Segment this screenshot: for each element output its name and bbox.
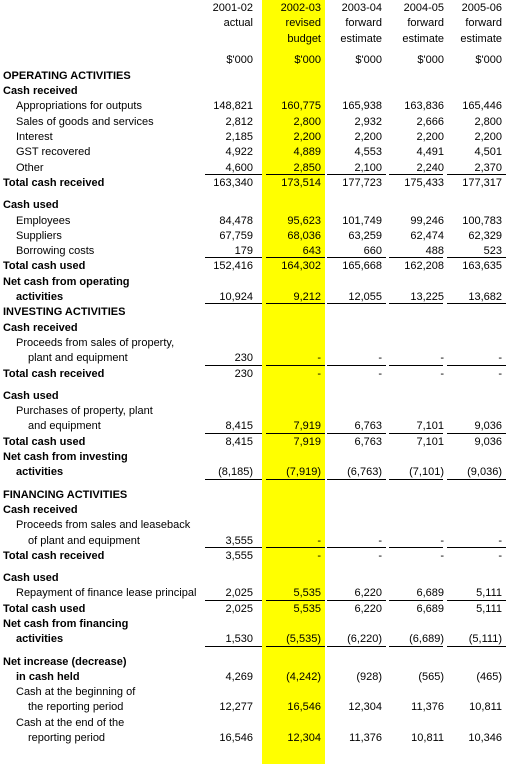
cell-value: (565) [418, 670, 444, 683]
row-label: FINANCING ACTIVITIES [3, 488, 128, 501]
cell-value: 2,666 [416, 115, 444, 128]
cell-value: 6,220 [354, 602, 382, 615]
rule-line [266, 257, 325, 258]
col-type-estimate: estimate [402, 32, 444, 45]
cell-value: 2,200 [416, 131, 444, 144]
row-label: of plant and equipment [28, 534, 140, 547]
row-label: activities [16, 291, 64, 304]
rule-line [205, 257, 262, 258]
cell-value: 63,259 [348, 229, 382, 242]
table-row [0, 243, 509, 258]
rule-line [266, 174, 325, 175]
row-label: the reporting period [28, 701, 124, 714]
cell-value: 10,811 [411, 732, 444, 745]
cell-value: 2,812 [225, 115, 253, 128]
cell-value: 165,668 [342, 260, 382, 273]
cell-value: 12,055 [348, 291, 382, 304]
rule-line [389, 600, 443, 601]
row-label: Total cash received [3, 176, 105, 189]
table-row [0, 98, 509, 113]
rule-line [389, 433, 443, 434]
col-unit: $'000 [355, 53, 382, 66]
table-row [0, 699, 509, 714]
rule-line [266, 547, 325, 548]
col-year-2005-06: 2005-06 [461, 2, 502, 14]
cell-value: 10,924 [219, 291, 253, 304]
cell-value: 175,433 [404, 176, 444, 189]
cell-value: - [378, 534, 382, 547]
row-label: Suppliers [16, 229, 62, 242]
cell-value: 148,821 [213, 100, 253, 113]
cell-value: (928) [356, 670, 382, 683]
table-row [0, 403, 509, 418]
cell-value: - [440, 352, 444, 365]
cell-value: - [498, 549, 502, 562]
header-row-units [0, 46, 509, 68]
cell-value: 5,535 [293, 587, 321, 600]
cell-value: 4,889 [293, 146, 321, 159]
cell-value: 7,919 [293, 435, 321, 448]
col-year-2002-03: 2002-03 [280, 2, 321, 14]
row-label: Appropriations for outputs [16, 100, 142, 113]
cell-value: 11,376 [349, 732, 382, 745]
cell-value: 6,763 [354, 435, 382, 448]
cell-value: 99,246 [410, 214, 444, 227]
cell-value: 488 [425, 245, 444, 258]
rule-line [205, 174, 262, 175]
cell-value: 4,600 [225, 161, 253, 174]
cell-value: 6,689 [416, 602, 444, 615]
row-label: Sales of goods and services [16, 115, 154, 128]
header-row-years [0, 0, 509, 15]
section-heading-row [0, 304, 509, 319]
net-cash-row [0, 669, 509, 684]
cell-value: 6,220 [354, 587, 382, 600]
cell-value: 5,535 [293, 602, 321, 615]
cell-value: 1,530 [225, 633, 253, 646]
cell-value: 2,100 [354, 161, 382, 174]
col-year-2004-05: 2004-05 [403, 2, 444, 14]
subheading-row [0, 320, 509, 335]
row-label: Cash used [3, 199, 59, 212]
cell-value: 16,546 [219, 732, 253, 745]
rule-line [205, 547, 262, 548]
cell-value: (5,535) [286, 633, 321, 646]
cell-value: (8,185) [218, 466, 253, 479]
col-year-2003-04: 2003-04 [341, 2, 382, 14]
rule-line [447, 600, 506, 601]
rule-line [327, 365, 386, 366]
row-label: Cash received [3, 85, 78, 98]
cell-value: 163,836 [404, 100, 444, 113]
subheading-row [0, 654, 509, 669]
cell-value: 7,101 [416, 420, 444, 433]
cell-value: 2,025 [225, 587, 253, 600]
table-row [0, 730, 509, 745]
row-label: Cash at the end of the [16, 716, 125, 729]
col-type-estimate: estimate [340, 32, 382, 45]
row-label: Total cash used [3, 435, 86, 448]
col-type-forward: forward [465, 17, 502, 30]
subheading-row [0, 449, 509, 464]
row-label: plant and equipment [28, 352, 128, 365]
subheading-row [0, 570, 509, 585]
cell-value: - [498, 352, 502, 365]
table-row [0, 585, 509, 600]
cell-value: 11,376 [411, 701, 444, 714]
cell-value: 12,304 [348, 701, 382, 714]
cell-value: 13,682 [468, 291, 502, 304]
cell-value: 9,036 [474, 435, 502, 448]
spacer-row [0, 647, 509, 654]
rule-line [266, 365, 325, 366]
cell-value: 4,553 [354, 146, 382, 159]
cell-value: 5,111 [476, 602, 502, 615]
subheading-row [0, 388, 509, 403]
cell-value: 2,370 [474, 161, 502, 174]
rule-line [389, 174, 443, 175]
col-year-2001-02: 2001-02 [212, 2, 253, 14]
subheading-row [0, 197, 509, 212]
total-row [0, 434, 509, 449]
rule-line [205, 365, 262, 366]
row-label: activities [16, 466, 64, 479]
cell-value: 101,749 [342, 214, 382, 227]
total-row [0, 366, 509, 381]
cell-value: 643 [302, 245, 321, 258]
col-unit: $'000 [417, 53, 444, 66]
spacer-row [0, 190, 509, 197]
cell-value: 2,025 [225, 602, 253, 615]
total-row [0, 548, 509, 563]
cell-value: 8,415 [225, 435, 253, 448]
rule-line [327, 433, 386, 434]
header-row-type [0, 15, 509, 30]
cell-value: 3,555 [225, 549, 253, 562]
row-label: Cash used [3, 572, 59, 585]
total-row [0, 258, 509, 273]
table-row [0, 144, 509, 159]
table-row [0, 129, 509, 144]
cell-value: 163,635 [462, 260, 502, 273]
col-unit: $'000 [226, 53, 253, 66]
cell-value: 162,208 [404, 260, 444, 273]
table-row [0, 517, 509, 532]
cell-value: 179 [234, 245, 253, 258]
cell-value: (6,763) [347, 466, 382, 479]
row-label: Employees [16, 214, 71, 227]
cell-value: 152,416 [213, 260, 253, 273]
rule-line [266, 433, 325, 434]
row-label: Total cash received [3, 549, 105, 562]
table-row [0, 213, 509, 228]
cell-value: 4,501 [474, 146, 502, 159]
cell-value: - [440, 534, 444, 547]
row-label: Net cash from operating [3, 275, 130, 288]
col-type-revised: revised [285, 17, 321, 30]
cell-value: - [440, 367, 444, 380]
rule-line [389, 257, 443, 258]
cell-value: 13,225 [410, 291, 444, 304]
cell-value: 2,800 [474, 115, 502, 128]
row-label: reporting period [28, 732, 106, 745]
section-heading-row [0, 68, 509, 83]
cell-value: - [440, 549, 444, 562]
cell-value: 165,446 [462, 100, 502, 113]
cell-value: - [317, 534, 321, 547]
rule-line [327, 257, 386, 258]
cell-value: 12,277 [219, 701, 253, 714]
cell-value: 2,932 [354, 115, 382, 128]
cell-value: 2,200 [474, 131, 502, 144]
cell-value: 8,415 [225, 420, 253, 433]
cell-value: 173,514 [281, 176, 321, 189]
cell-value: 4,269 [225, 670, 253, 683]
cell-value: 2,850 [293, 161, 321, 174]
row-label: Repayment of finance lease principal [16, 587, 197, 600]
cell-value: (9,036) [467, 466, 502, 479]
table-row [0, 684, 509, 699]
row-label: INVESTING ACTIVITIES [3, 306, 126, 319]
cell-value: 660 [363, 245, 382, 258]
cell-value: 62,474 [410, 229, 444, 242]
cell-value: 3,555 [225, 534, 253, 547]
cell-value: 2,200 [293, 131, 321, 144]
table-row [0, 715, 509, 730]
row-label: Cash used [3, 389, 59, 402]
header-row-type2 [0, 31, 509, 46]
cell-value: 16,546 [287, 701, 321, 714]
cell-value: - [317, 352, 321, 365]
rule-line [327, 600, 386, 601]
cell-value: 4,491 [416, 146, 444, 159]
cell-value: 160,775 [281, 100, 321, 113]
col-type-budget: budget [287, 32, 321, 45]
row-label: GST recovered [16, 146, 91, 159]
cell-value: 164,302 [281, 260, 321, 273]
cell-value: 9,212 [293, 291, 321, 304]
row-label: Total cash used [3, 602, 86, 615]
row-label: Cash received [3, 503, 78, 516]
cell-value: - [378, 367, 382, 380]
net-cash-row [0, 631, 509, 646]
col-unit: $'000 [475, 53, 502, 66]
cell-value: 2,200 [354, 131, 382, 144]
col-type-actual: actual [223, 17, 253, 30]
total-row [0, 175, 509, 190]
cell-value: 230 [234, 352, 253, 365]
cell-value: 230 [234, 367, 253, 380]
row-label: Purchases of property, plant [16, 405, 153, 418]
row-label: activities [16, 633, 64, 646]
row-label: Other [16, 161, 44, 174]
row-label: in cash held [16, 670, 80, 683]
col-unit: $'000 [294, 53, 321, 66]
table-row [0, 350, 509, 365]
col-type-forward: forward [407, 17, 444, 30]
row-label: Cash received [3, 321, 78, 334]
table-row [0, 114, 509, 129]
cell-value: 6,763 [354, 420, 382, 433]
cell-value: 7,101 [416, 435, 444, 448]
cell-value: - [498, 534, 502, 547]
cell-value: 6,689 [416, 587, 444, 600]
cell-value: (465) [476, 670, 502, 683]
row-label: Net cash from financing [3, 617, 129, 630]
row-label: OPERATING ACTIVITIES [3, 69, 131, 82]
cell-value: 523 [483, 245, 502, 258]
table-row [0, 418, 509, 433]
cell-value: 62,329 [468, 229, 502, 242]
subheading-row [0, 274, 509, 289]
row-label: Cash at the beginning of [16, 686, 136, 699]
row-label: Net increase (decrease) [3, 655, 127, 668]
total-row [0, 601, 509, 616]
cell-value: 165,938 [342, 100, 382, 113]
table-body [0, 68, 509, 745]
rule-line [205, 600, 262, 601]
cell-value: (4,242) [286, 670, 321, 683]
cell-value: - [317, 549, 321, 562]
row-label: Borrowing costs [16, 245, 95, 258]
row-label: Total cash received [3, 367, 105, 380]
cell-value: (7,101) [409, 466, 444, 479]
subheading-row [0, 83, 509, 98]
rule-line [389, 547, 443, 548]
cell-value: - [378, 352, 382, 365]
cell-value: - [317, 367, 321, 380]
cell-value: 2,185 [225, 131, 253, 144]
cell-value: 68,036 [287, 229, 321, 242]
cell-value: - [378, 549, 382, 562]
subheading-row [0, 616, 509, 631]
cell-value: 9,036 [474, 420, 502, 433]
col-type-forward: forward [345, 17, 382, 30]
cell-value: 177,317 [462, 176, 502, 189]
rule-line [205, 433, 262, 434]
table-row [0, 533, 509, 548]
net-cash-row [0, 289, 509, 304]
table-row [0, 335, 509, 350]
table-row [0, 228, 509, 243]
row-label: Proceeds from sales of property, [16, 336, 175, 349]
cell-value: 2,240 [416, 161, 444, 174]
cell-value: 10,811 [469, 701, 502, 714]
cell-value: - [498, 367, 502, 380]
section-heading-row [0, 487, 509, 502]
cell-value: 177,723 [342, 176, 382, 189]
row-label: Net cash from investing [3, 451, 128, 464]
cell-value: 4,922 [225, 146, 253, 159]
rule-line [447, 433, 506, 434]
rule-line [447, 174, 506, 175]
cell-value: (6,220) [347, 633, 382, 646]
cell-value: 67,759 [219, 229, 253, 242]
table-row [0, 160, 509, 175]
spacer-row [0, 563, 509, 570]
spacer-row [0, 381, 509, 388]
cell-value: 10,346 [468, 732, 502, 745]
cell-value: 5,111 [476, 587, 502, 600]
spacer-row [0, 480, 509, 487]
row-label: Proceeds from sales and leaseback [16, 519, 191, 532]
row-label: and equipment [28, 420, 101, 433]
rule-line [327, 547, 386, 548]
rule-line [447, 547, 506, 548]
row-label: Total cash used [3, 260, 86, 273]
rule-line [447, 365, 506, 366]
cell-value: 7,919 [293, 420, 321, 433]
rule-line [266, 600, 325, 601]
net-cash-row [0, 464, 509, 479]
cell-value: (7,919) [286, 466, 321, 479]
rule-line [389, 365, 443, 366]
row-label: Interest [16, 131, 53, 144]
cell-value: (5,111) [468, 633, 502, 646]
rule-line [447, 257, 506, 258]
cell-value: 2,800 [293, 115, 321, 128]
subheading-row [0, 502, 509, 517]
cell-value: 163,340 [213, 176, 253, 189]
rule-line [327, 174, 386, 175]
col-type-estimate: estimate [460, 32, 502, 45]
cell-value: 100,783 [462, 214, 502, 227]
cell-value: 84,478 [219, 214, 253, 227]
cell-value: 12,304 [287, 732, 321, 745]
cell-value: (6,689) [409, 633, 444, 646]
cell-value: 95,623 [287, 214, 321, 227]
